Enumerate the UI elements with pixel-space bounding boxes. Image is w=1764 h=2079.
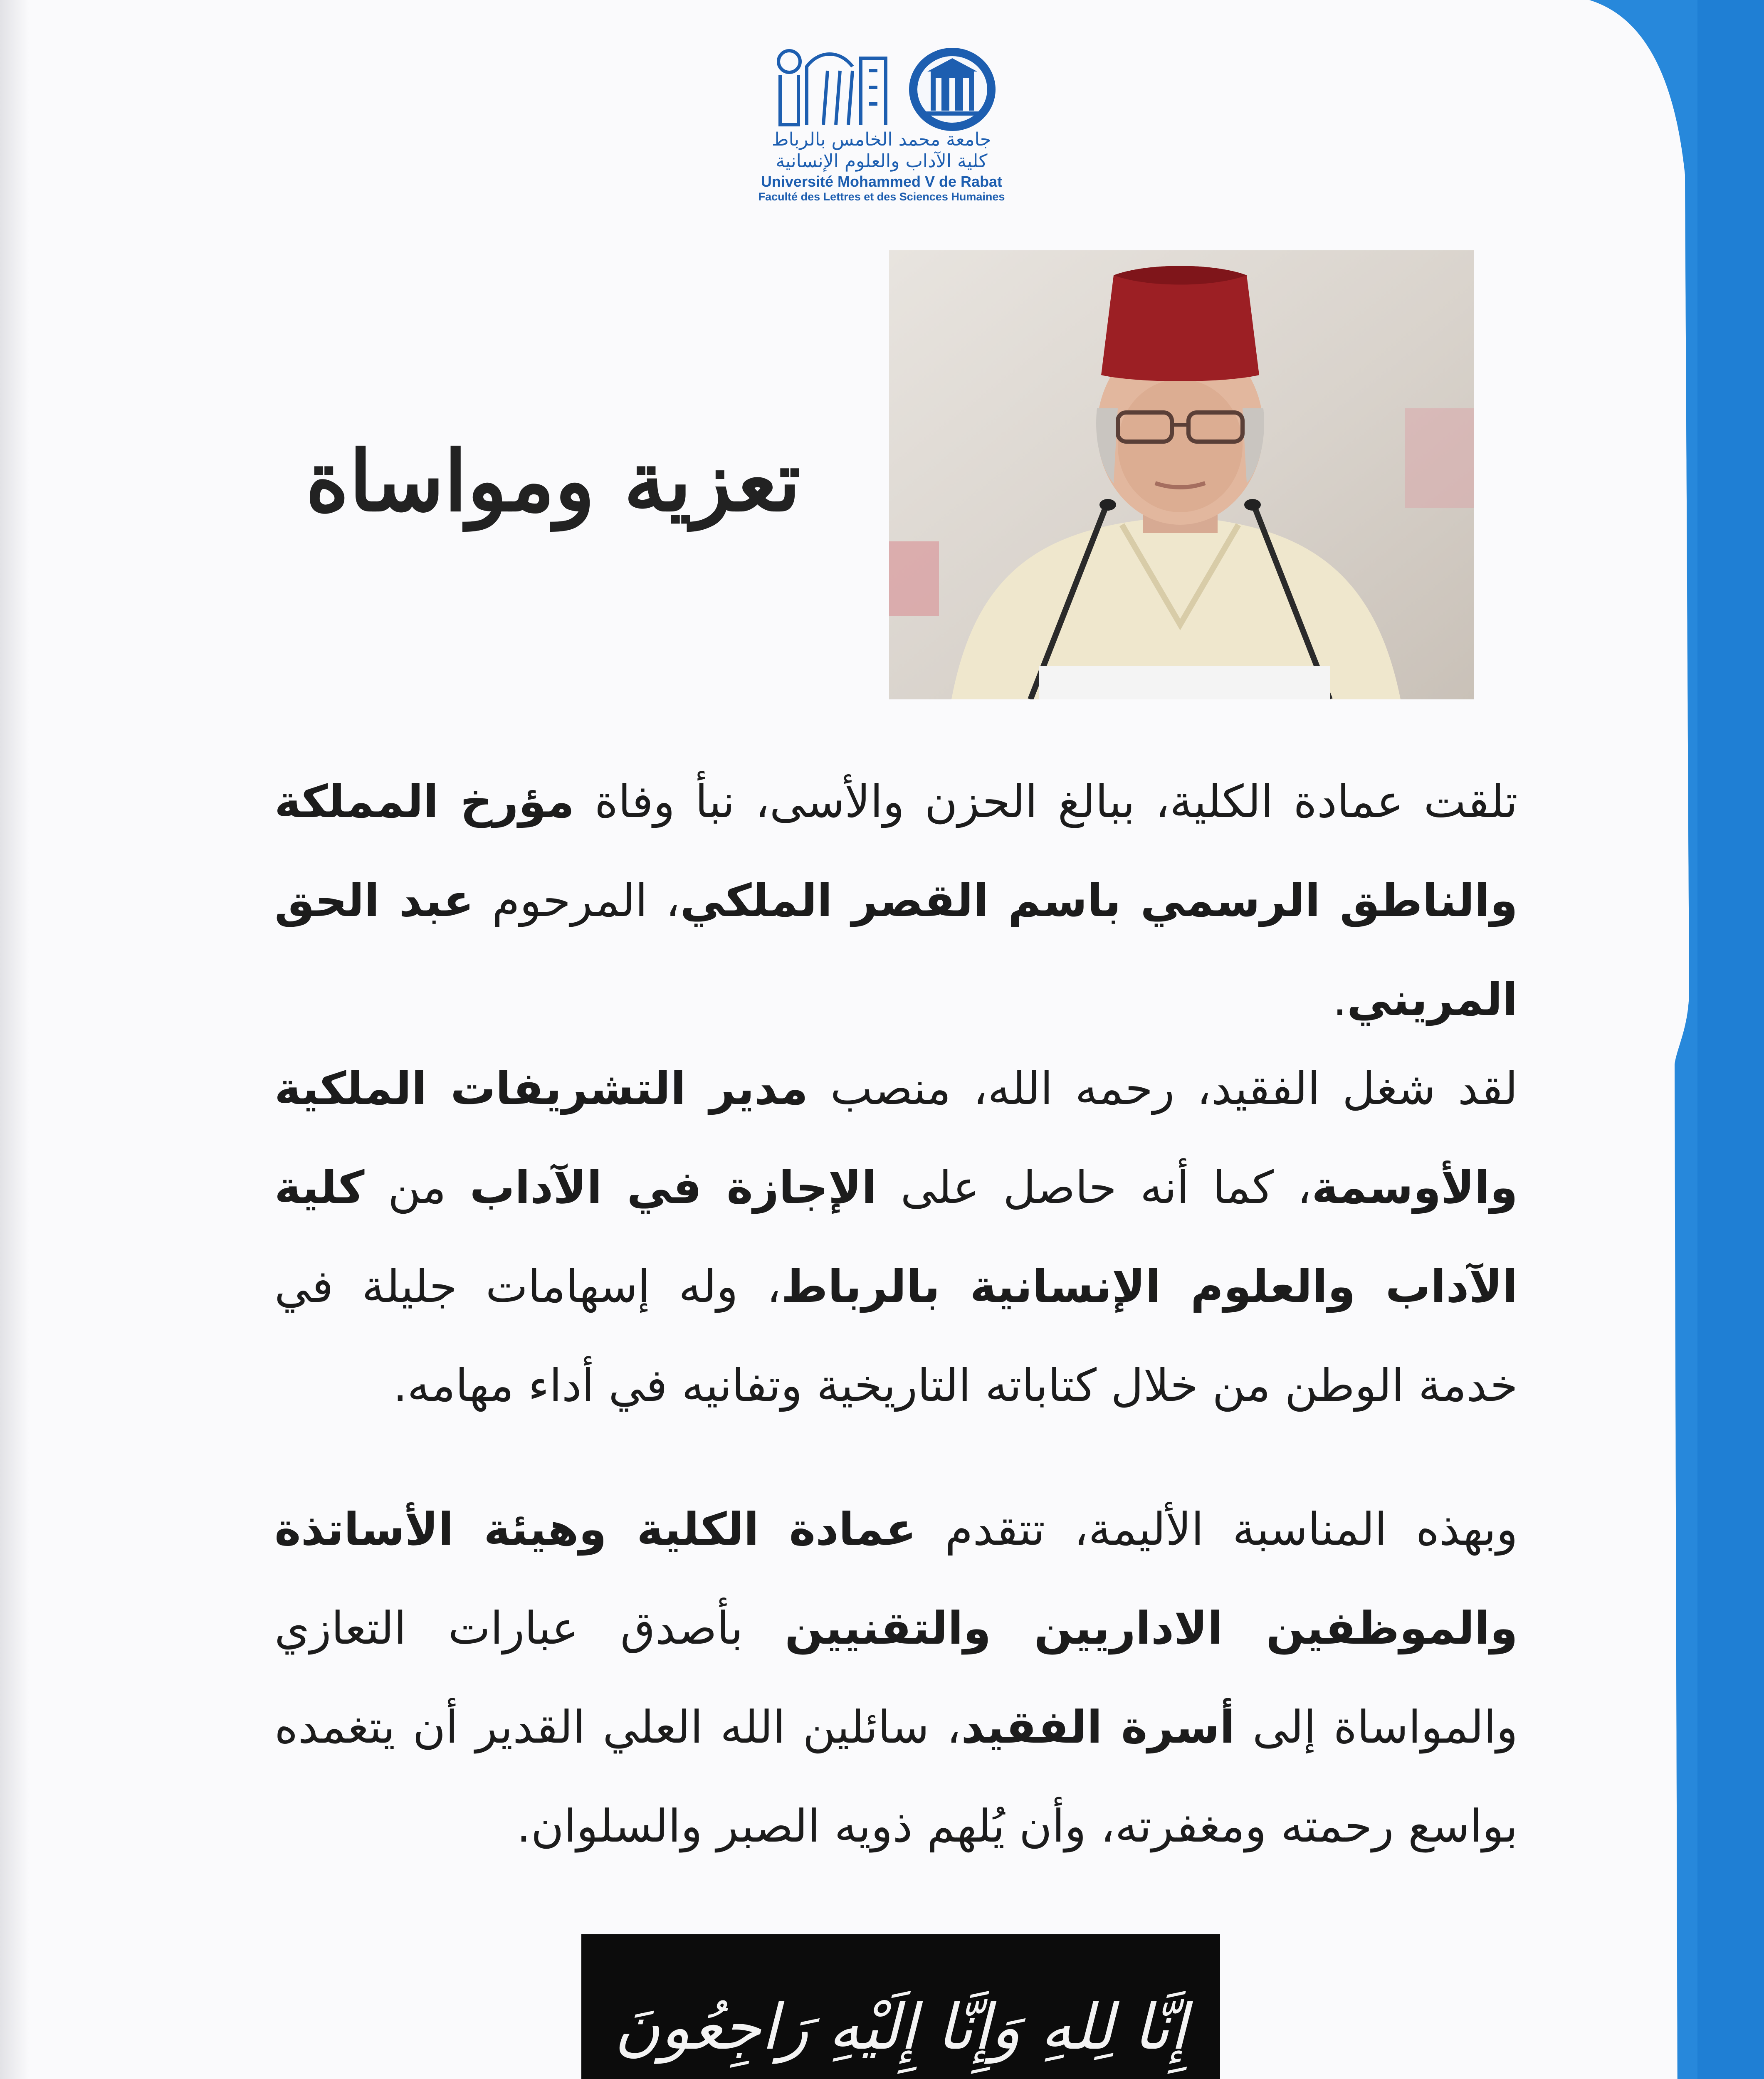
university-seal-icon bbox=[907, 46, 998, 133]
page-edge-shadow bbox=[0, 0, 29, 2079]
calligraphy-text: إِنَّا لِلهِ وَإِنَّا إِلَيْهِ رَاجِعُونَ bbox=[614, 1991, 1187, 2064]
faculty-emblem-icon bbox=[765, 42, 890, 133]
calligraphy-banner bbox=[581, 1934, 1220, 2079]
university-name-french: Université Mohammed V de Rabat bbox=[761, 173, 1003, 190]
paragraph-announcement: تلقت عمادة الكلية، ببالغ الحزن والأسى، نبأ وفاة مؤرخ المملكة والناطق الرسمي باسم القصر الملكي، المرحوم عبد الحق المريني. bbox=[274, 776, 1518, 1026]
faculty-name-arabic: كلية الآداب والعلوم الإنسانية bbox=[776, 151, 988, 172]
portrait-photo bbox=[889, 250, 1474, 699]
page-title: تعزية ومواساة bbox=[305, 432, 801, 530]
university-name-arabic: جامعة محمد الخامس بالرباط bbox=[771, 129, 992, 150]
paragraph-condolences: وبهذه المناسبة الأليمة، تتقدم عمادة الكلية وهيئة الأساتذة والموظفين الاداريين والتقنيين بأصدق عبارات التعازي والمواساة إلى أسرة الفقيد، سائلين الله العلي القدير أن يتغمده بواسع رحمته ومغفرته، وأن يُلهم ذويه الصبر والسلوان. bbox=[274, 1504, 1518, 1852]
university-logo bbox=[758, 42, 1081, 204]
paragraph-biography: لقد شغل الفقيد، رحمه الله، منصب مدير التشريفات الملكية والأوسمة، كما أنه حاصل على الإجازة في الآداب من كلية الآداب والعلوم الإنسانية بالرباط، وله إسهامات جليلة في خدمة الوطن من خلال كتاباته التاريخية وتفانيه في أداء مهامه. bbox=[274, 1063, 1518, 1412]
faculty-name-french: Faculté des Lettres et des Sciences Humaines bbox=[758, 190, 1005, 203]
blue-edge-band bbox=[1589, 0, 1764, 2079]
